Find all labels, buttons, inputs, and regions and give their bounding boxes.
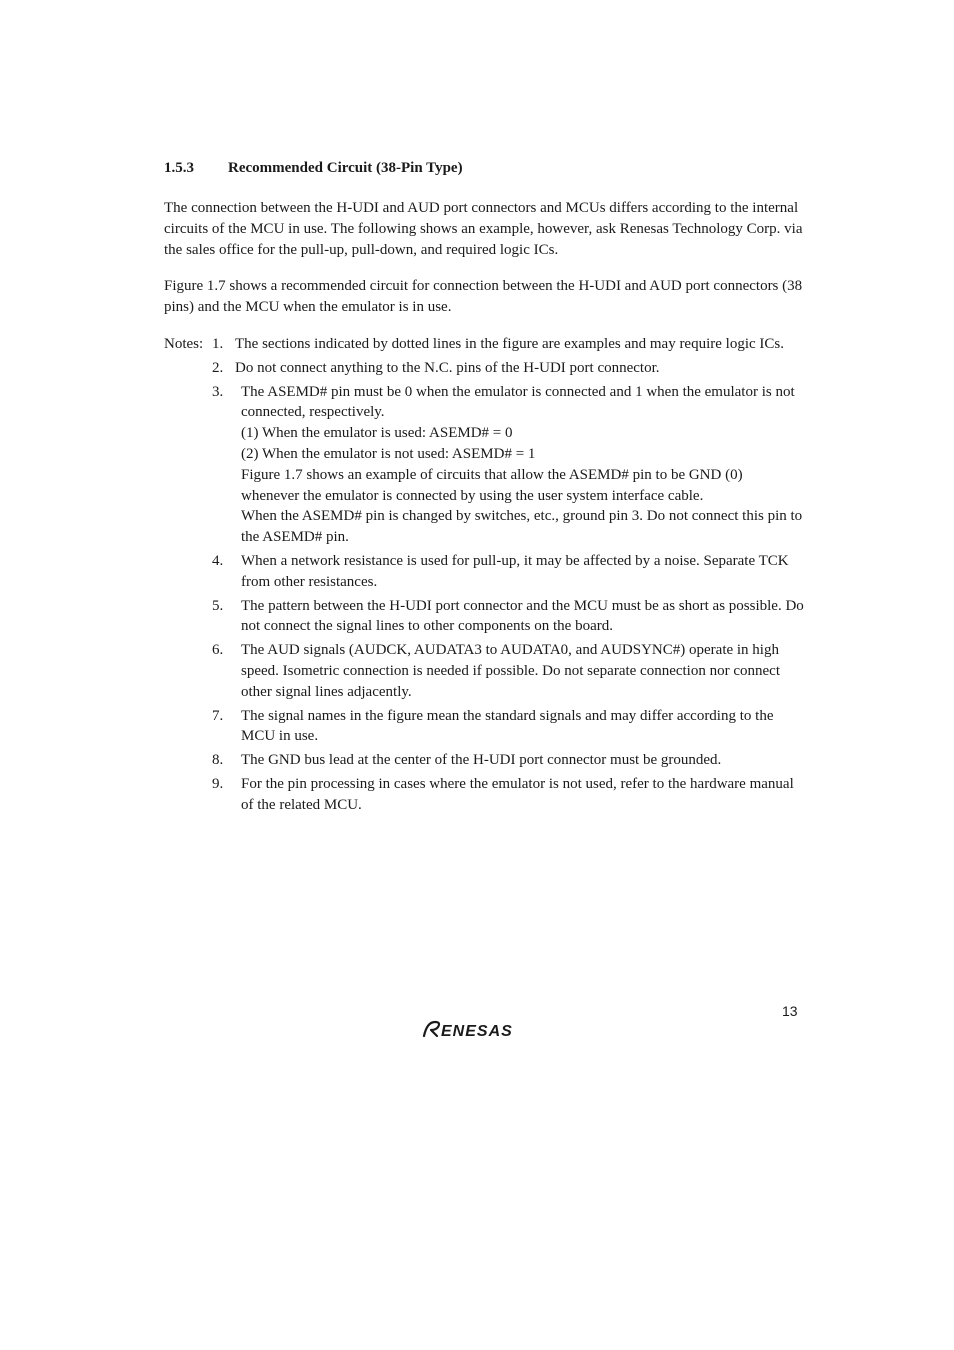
note-number: 9. bbox=[212, 775, 224, 792]
section-number: 1.5.3 bbox=[164, 160, 194, 176]
note-item bbox=[164, 640, 804, 702]
note-number: 1. bbox=[212, 336, 224, 352]
page-number: 13 bbox=[782, 1003, 798, 1019]
note-text: The signal names in the figure mean the standard signals and may differ according to the MCU in use. bbox=[241, 707, 774, 745]
note-number: 6. bbox=[212, 642, 224, 659]
section-heading bbox=[164, 160, 463, 177]
note-text: The AUD signals (AUDCK, AUDATA3 to AUDATA0, and AUDSYNC#) operate in high speed. Isometric connection is needed if possible. Do not separate connection nor connect other signal lines adjacently. bbox=[241, 642, 780, 700]
note-number: 2. bbox=[212, 359, 224, 376]
note-number: 7. bbox=[212, 707, 224, 724]
notes-list bbox=[164, 334, 804, 819]
intro-paragraph: The connection between the H-UDI and AUD port connectors and MCUs differs according to the internal circuits of the MCU in use. The following shows an example, however, ask Renesas Technology Corp. via the sales office for the pull-up, pull-down, and required logic ICs. bbox=[164, 200, 803, 258]
note-item bbox=[164, 774, 804, 816]
svg-text:ENESAS: ENESAS bbox=[441, 1023, 513, 1040]
note-text: When the ASEMD# pin is changed by switches, etc., ground pin 3. Do not connect this pin to the ASEMD# pin. bbox=[241, 508, 803, 546]
note-item bbox=[164, 551, 804, 593]
note-number: 5. bbox=[212, 597, 224, 614]
note-item bbox=[164, 334, 804, 355]
renesas-logo bbox=[421, 1016, 543, 1040]
note-item bbox=[164, 382, 804, 548]
section-title: Recommended Circuit (38-Pin Type) bbox=[228, 160, 463, 176]
note-text: Do not connect anything to the N.C. pins of the H-UDI port connector. bbox=[235, 359, 660, 376]
note-text: For the pin processing in cases where the emulator is not used, refer to the hardware manual of the related MCU. bbox=[241, 775, 794, 813]
note-text: The sections indicated by dotted lines in the figure are examples and may require logic ICs. bbox=[235, 336, 784, 352]
note-text: (2) When the emulator is not used: ASEMD# = 1 bbox=[241, 445, 536, 462]
note-item bbox=[164, 750, 804, 771]
note-number: 4. bbox=[212, 552, 224, 569]
note-text: The pattern between the H-UDI port connector and the MCU must be as short as possible. Do not connect the signal lines to other components on the board. bbox=[241, 597, 804, 635]
note-item bbox=[164, 358, 804, 379]
note-number: 8. bbox=[212, 752, 224, 769]
notes-label: Notes: bbox=[164, 336, 204, 352]
note-text: When a network resistance is used for pull-up, it may be affected by a noise. Separate TCK from other resistances. bbox=[241, 552, 789, 590]
note-item bbox=[164, 596, 804, 638]
note-number: 3. bbox=[212, 383, 224, 400]
note-text: The GND bus lead at the center of the H-UDI port connector must be grounded. bbox=[241, 752, 722, 769]
note-text: Figure 1.7 shows an example of circuits that allow the ASEMD# pin to be GND (0) whenever the emulator is connected by using the user system interface cable. bbox=[241, 466, 743, 504]
note-text: (1) When the emulator is used: ASEMD# = 0 bbox=[241, 425, 513, 442]
note-text: The ASEMD# pin must be 0 when the emulator is connected and 1 when the emulator is not connected, respectively. bbox=[241, 383, 795, 421]
note-item bbox=[164, 706, 804, 748]
figure-reference-paragraph: Figure 1.7 shows a recommended circuit for connection between the H-UDI and AUD port connectors (38 pins) and the MCU when the emulator is in use. bbox=[164, 278, 803, 315]
